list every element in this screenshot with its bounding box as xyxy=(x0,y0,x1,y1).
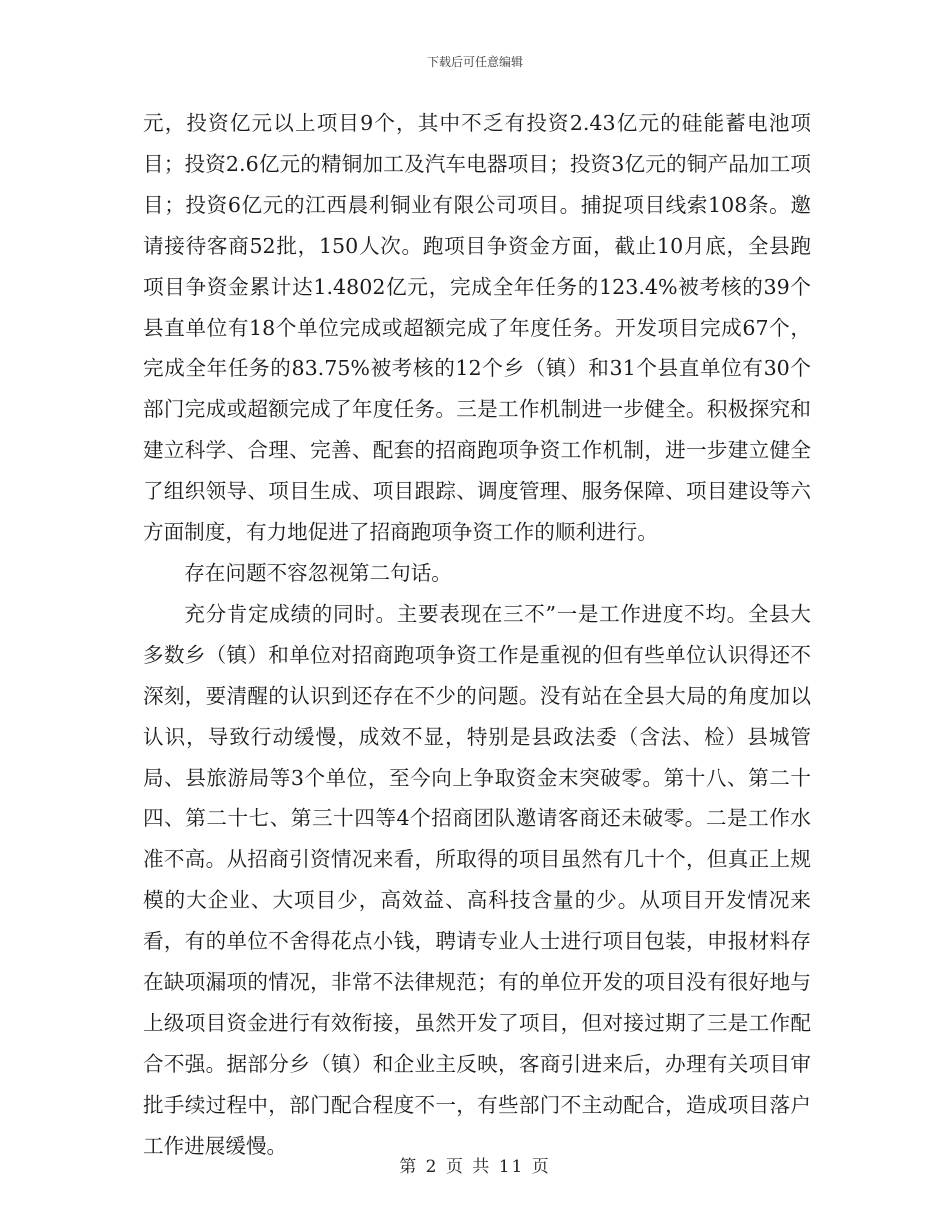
paragraph-problems-detail: 充分肯定成绩的同时。主要表现在三不”一是工作进度不均。全县大多数乡（镇）和单位对招商跑项争资工作是重视的但有些单位认识得还不深刻，要清醒的认识到还存在不少的问题。没有站在全县大局的角度加以认识，导致行动缓慢，成效不显，特别是县政法委（含法、检）县城管局、县旅游局等3个单位，至今向上争取资金末突破零。第十八、第二十四、第二十七、第三十四等4个招商团队邀请客商还未破零。二是工作水准不高。从招商引资情况来看，所取得的项目虽然有几十个，但真正上规模的大企业、大项目少，高效益、高科技含量的少。从项目开发情况来看，有的单位不舍得花点小钱，聘请专业人士进行项目包装，申报材料存在缺项漏项的情况，非常不法律规范；有的单位开发的项目没有很好地与上级项目资金进行有效衔接，虽然开发了项目，但对接过期了三是工作配合不强。据部分乡（镇）和企业主反映，客商引进来后，办理有关项目审批手续过程中，部门配合程度不一，有些部门不主动配合，造成项目落户工作进展缓慢。 xyxy=(143,601,811,1158)
document-body xyxy=(143,103,811,1167)
page-footer: 第 2 页 共 11 页 xyxy=(399,1157,551,1177)
page-header: 下载后可任意编辑 xyxy=(426,55,523,69)
paragraph-continuation: 元，投资亿元以上项目9个，其中不乏有投资2.43亿元的硅能蓄电池项目；投资2.6亿元的精铜加工及汽车电器项目；投资3亿元的铜产品加工项目；投资6亿元的江西晨利铜业有限公司项目。捕捉项目线索108条。邀请接待客商52批，150人次。跑项目争资金方面，截止10月底，全县跑项目争资金累计达1.4802亿元，完成全年任务的123.4%被考核的39个县直单位有18个单位完成或超额完成了年度任务。开发项目完成67个，完成全年任务的83.75%被考核的12个乡（镇）和31个县直单位有30个部门完成或超额完成了年度任务。三是工作机制进一步健全。积极探究和建立科学、合理、完善、配套的招商跑项争资工作机制，进一步建立健全了组织领导、项目生成、项目跟踪、调度管理、服务保障、项目建设等六方面制度，有力地促进了招商跑项争资工作的顺利进行。 xyxy=(143,111,811,545)
paragraph-problems-heading: 存在问题不容忽视第二句话。 xyxy=(184,560,452,585)
